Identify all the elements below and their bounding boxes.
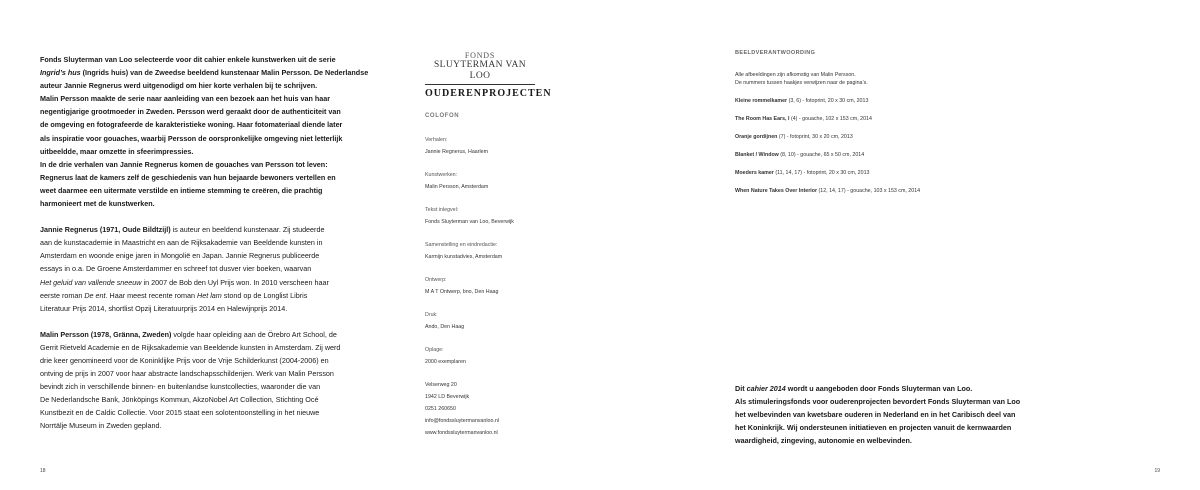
logo-divider	[425, 84, 535, 85]
credit-item: Kleine rommelkamer (3, 6) - fotoprint, 20 x 30 cm, 2013	[735, 98, 869, 104]
credits-intro: Alle afbeeldingen zijn afkomstig van Malin Persson. De nummers tussen haakjes verwijzen naar de pagina’s.	[735, 72, 868, 86]
logo-line-projects: OUDERENPROJECTEN	[425, 88, 552, 99]
series-title: Ingrid’s hus	[40, 68, 81, 78]
right-page	[600, 0, 1200, 490]
colofon-entry: Tekst inlegvel: Fonds Sluyterman van Loo, Beverwijk	[425, 207, 514, 225]
main-text	[40, 53, 385, 433]
logo-line-name: SLUYTERMAN VAN LOO	[433, 60, 527, 81]
colofon-heading: COLOFON	[425, 113, 460, 119]
jannie-heading: Jannie Regnerus (1971, Oude Bildtzijl)	[40, 225, 171, 235]
foundation-statement: Dit cahier 2014 wordt u aangeboden door Fonds Sluyterman van Loo. Als stimuleringsfonds voor ouderenprojecten bevordert Fonds Sluyterman van Loo het welbevinden van kwetsbare ouderen in Nederland en in het Caribisch deel van het Koninkrijk. Wij ondersteunen initiatieven en projecten vanuit de kernwaarden waardigheid, zingeving, autonomie en welbevinden.	[735, 384, 1021, 446]
logo-line-fonds: FONDS	[464, 51, 496, 60]
colofon-entry: Kunstwerken: Malin Persson, Amsterdam	[425, 172, 489, 190]
contact-address	[425, 379, 595, 439]
malin-bio: Malin Persson (1978, Gränna, Zweden) volgde haar opleiding aan de Örebro Art School, de Gerrit Rietveld Academie en de Rijksakademie van Beeldende kunsten in Amsterdam. Zij werd drie keer genomineerd voor de Koninklijke Prijs voor de Vrije Schilderkunst (2004-2006) en ontving de prijs in 2007 voor haar abstracte landschapsschilderijen. Werk van Malin Persson bevindt zich in verschillende binnen- en buitenlandse kunstcollecties, waaronder die van De Nederlandsche Bank, Jönköpings Kommun, AkzoNobel Art Collection, Stichting Océ Kunstbezit en de Caldic Collectie. Voor 2015 staat een solotentoonstelling in het nieuwe Norrtälje Museum in Zweden gepland.	[40, 329, 341, 431]
colofon-entry: Ontwerp: M A T Ontwerp, bno, Den Haag	[425, 277, 499, 295]
credits-heading: BEELDVERANTWOORDING	[735, 50, 816, 56]
credit-item: When Nature Takes Over Interior (12, 14, 17) - gouache, 103 x 153 cm, 2014	[735, 188, 921, 194]
address-street: Velserweg 20	[425, 382, 457, 388]
colofon-entry: Samenstelling en eindredactie: Karmijn kunstadvies, Amsterdam	[425, 242, 503, 260]
page-number-right: 19	[1154, 468, 1160, 474]
credit-item: Oranje gordijnen (7) - fotoprint, 30 x 20 cm, 2013	[735, 134, 853, 140]
colofon	[425, 110, 595, 439]
address-website: www.fondssluytermanvanloo.nl	[425, 430, 498, 436]
credit-item: The Room Has Ears, I (4) - gouache, 102 x 153 cm, 2014	[735, 116, 872, 122]
address-email: info@fondssluytermanvanloo.nl	[425, 418, 499, 424]
credit-item: Moeders kamer (11, 14, 17) - fotoprint, 20 x 30 cm, 2013	[735, 170, 870, 176]
jannie-bio: Jannie Regnerus (1971, Oude Bildtzijl) is auteur en beeldend kunstenaar. Zij studeerde aan de kunstacademie in Maastricht en aan de Rijksakademie van Beeldende kunsten in Amsterdam en woonde enige jaren in Mongolië en Japan. Jannie Regnerus publiceerde essays in o.a. De Groene Amsterdammer en schreef tot dusver vier boeken, waarvan Het geluid van vallende sneeuw in 2007 de Bob den Uyl Prijs won. In 2010 verscheen haar eerste roman De ent. Haar meest recente roman Het lam stond op de Longlist Libris Literatuur Prijs 2014, shortlist Opzij Literatuurprijs 2014 en Halewijnprijs 2014.	[40, 225, 329, 313]
address-postcode: 1942 LD Beverwijk	[425, 394, 470, 400]
colofon-entry: Verhalen: Jannie Regnerus, Haarlem	[425, 137, 489, 155]
cahier-title: cahier 2014	[746, 384, 786, 393]
intro-paragraph: Fonds Sluyterman van Loo selecteerde voor dit cahier enkele kunstwerken uit de serie Ingrid’s hus (Ingrids huis) van de Zweedse beeldend kunstenaar Malin Persson. De Nederlandse auteur Jannie Regnerus werd uitgenodigd om hier korte verhalen bij te schrijven. Malin Persson maakte de serie naar aanleiding van een bezoek aan het huis van haar negentigjarige grootmoeder in Zweden. Persson werd geraakt door de authenticiteit van de omgeving en fotografeerde de karakteristieke woning. Haar fotomateriaal diende later als inspiratie voor gouaches, waarbij Persson de oorspronkelijke omgeving niet letterlijk uitbeeldde, maar omzette in sfeerimpressies. In de drie verhalen van Jannie Regnerus komen de gouaches van Persson tot leven: Regnerus laat de kamers zelf de geschiedenis van hun bejaarde bewoners vertellen en weet daarmee een uitermate verstilde en intieme stemming te creëren, die prachtig harmonieert met de kunstwerken.	[40, 55, 369, 209]
colofon-entry: Druk: Ando, Den Haag	[425, 312, 465, 330]
fonds-logo	[425, 51, 552, 99]
credit-item: Blanket / Window (8, 10) - gouache, 65 x 50 cm, 2014	[735, 152, 865, 158]
colofon-entry: Oplage: 2000 exemplaren	[425, 347, 466, 365]
address-phone: 0251 260650	[425, 406, 456, 412]
page-number-left: 18	[40, 468, 46, 474]
image-credits	[735, 50, 1135, 205]
malin-heading: Malin Persson (1978, Gränna, Zweden)	[40, 329, 172, 339]
